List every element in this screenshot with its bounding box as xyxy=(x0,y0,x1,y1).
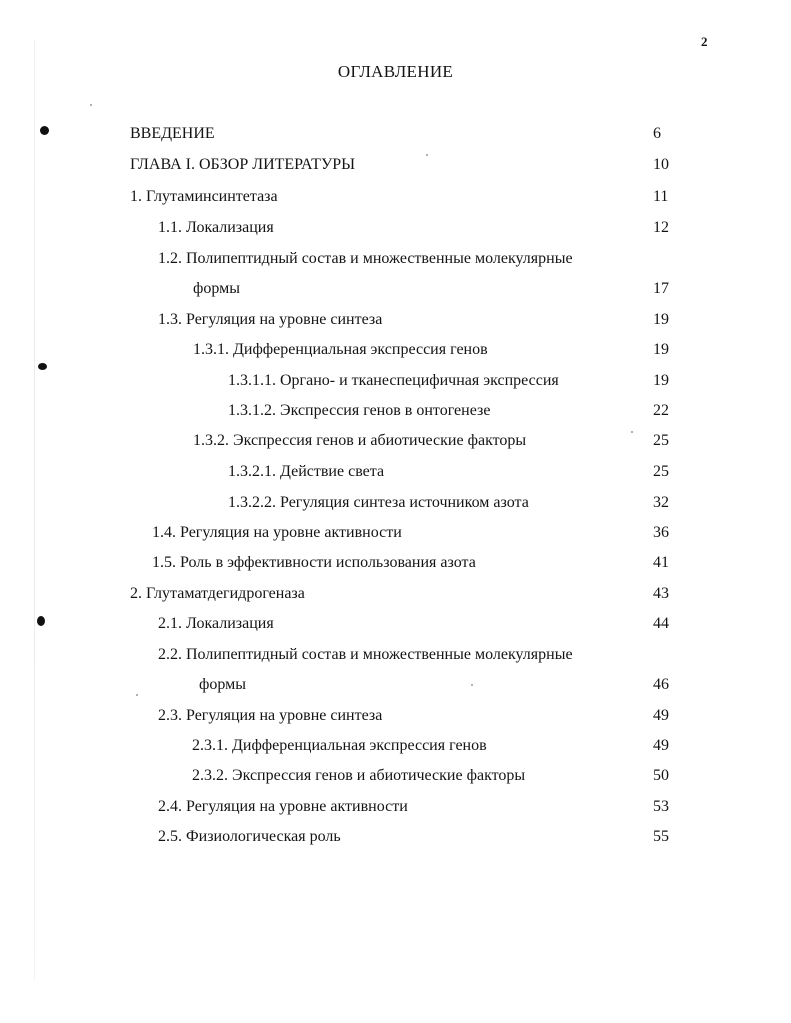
toc-entry-text: 2.4. Регуляция на уровне активности xyxy=(158,798,408,815)
toc-entry-text: 1.3.2.2. Регуляция синтеза источником азота xyxy=(228,494,529,511)
toc-entry-page: 6 xyxy=(653,125,661,142)
page-title: ОГЛАВЛЕНИЕ xyxy=(337,62,454,81)
toc-entry-page: 43 xyxy=(653,585,669,602)
toc-entry-text: 1.3.1.1. Органо- и тканеспецифичная экспрессия xyxy=(228,372,559,389)
toc-entry-page: 49 xyxy=(653,737,669,754)
toc-entry-page: 19 xyxy=(653,372,669,389)
toc-entry-text: 1.2. Полипептидный состав и множественные молекулярные xyxy=(158,250,573,267)
toc-entry-text: 2.3.1. Дифференциальная экспрессия генов xyxy=(192,737,487,754)
toc-entry-text: 1.3.1.2. Экспрессия генов в онтогенезе xyxy=(228,402,491,419)
toc-entry-page: 36 xyxy=(653,524,669,541)
toc-entry-page: 12 xyxy=(653,219,669,236)
toc-entry-page: 11 xyxy=(653,188,669,205)
toc-entry-page: 50 xyxy=(653,767,669,784)
toc-entry-text: 1.3.1. Дифференциальная экспрессия генов xyxy=(193,341,488,358)
scan-speck xyxy=(471,684,473,686)
toc-entry-text: формы xyxy=(199,676,246,693)
toc-entry-text: 2. Глутаматдегидрогеназа xyxy=(130,585,305,602)
toc-entry-text: 1.5. Роль в эффективности использования азота xyxy=(152,554,476,571)
toc-entry-text: 2.2. Полипептидный состав и множественные молекулярные xyxy=(158,646,573,663)
toc-entry-text: формы xyxy=(193,280,240,297)
page-number: 2 xyxy=(701,34,708,49)
toc-entry-page: 32 xyxy=(653,494,669,511)
toc-entry-page: 17 xyxy=(653,280,669,297)
toc-entry-page: 22 xyxy=(653,402,669,419)
scan-speck xyxy=(631,431,633,433)
toc-entry-text: 1.3.2.1. Действие света xyxy=(228,463,385,480)
toc-entry-page: 19 xyxy=(653,341,669,358)
toc-entry-page: 55 xyxy=(653,828,669,845)
toc-entry-text: 1.1. Локализация xyxy=(158,219,274,236)
toc-entry-page: 25 xyxy=(653,432,669,449)
toc-entry-page: 49 xyxy=(653,707,669,724)
toc-entry-text: 1.3.2. Экспрессия генов и абиотические факторы xyxy=(193,432,527,449)
toc-entry-page: 46 xyxy=(653,676,669,693)
toc-entry-page: 10 xyxy=(653,156,669,173)
toc-entry-page: 44 xyxy=(653,615,669,632)
toc-entry-text: 1. Глутаминсинтетаза xyxy=(130,188,278,205)
toc-entry-text: 1.3. Регуляция на уровне синтеза xyxy=(158,311,383,328)
scan-speck xyxy=(426,154,428,156)
punch-hole-mark xyxy=(37,616,45,626)
toc-entry-text: 2.3.2. Экспрессия генов и абиотические факторы xyxy=(192,767,526,784)
toc-entry-page: 25 xyxy=(653,463,669,480)
toc-entry-text: 2.5. Физиологическая роль xyxy=(158,828,341,845)
toc-entry-text: ГЛАВА I. ОБЗОР ЛИТЕРАТУРЫ xyxy=(130,156,356,173)
punch-hole-mark xyxy=(38,363,47,370)
toc-entry-text: ВВЕДЕНИЕ xyxy=(130,125,215,142)
toc-entry-text: 2.3. Регуляция на уровне синтеза xyxy=(158,707,383,724)
scan-speck xyxy=(90,104,92,106)
toc-entry-text: 2.1. Локализация xyxy=(158,615,274,632)
scan-edge-shadow xyxy=(34,40,35,980)
toc-entry-text: 1.4. Регуляция на уровне активности xyxy=(152,524,402,541)
toc-entry-page: 19 xyxy=(653,311,669,328)
toc-entry-page: 53 xyxy=(653,798,669,815)
toc-entry-page: 41 xyxy=(653,554,669,571)
punch-hole-mark xyxy=(40,126,49,135)
scan-speck xyxy=(136,694,138,696)
